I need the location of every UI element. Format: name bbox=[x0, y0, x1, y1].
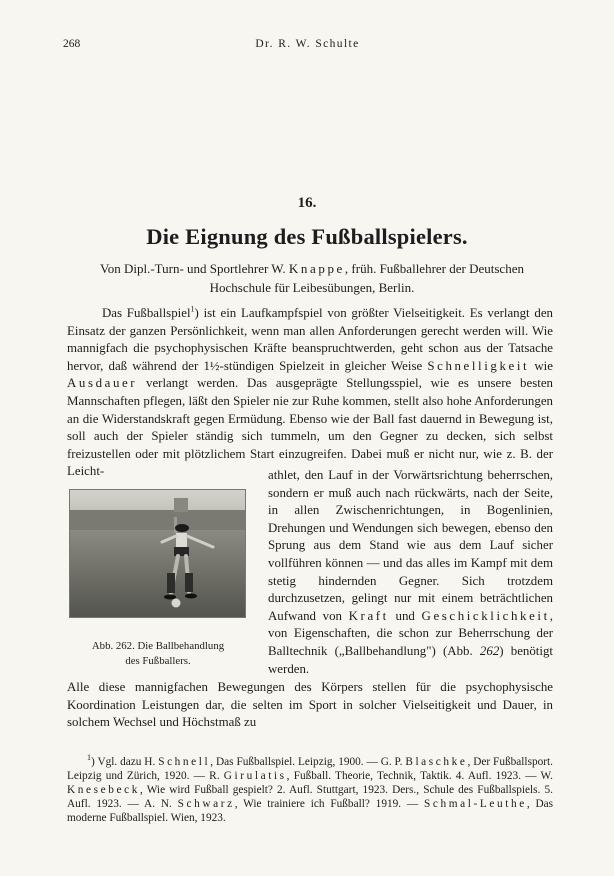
text-run: athlet, den Lauf in der Vorwärtsrichtung beherrschen, sondern er muß auch nach rückwärts, nach der Seite, in allen Zwischenrichtungen, in Bogenlinien, Drehungen und Wendungen sich bewegen, ebenso den Sprung aus dem Stand wie aus dem Lauf sicher vollführen können — und das alles im Kampf mit dem stetig hindernden Gegner. Sich trotzdem durchzusetzen, gelingt nur mit einem beträchtlichen Aufwand von bbox=[268, 468, 553, 623]
text-run: und bbox=[395, 608, 415, 623]
cited-author: Schnell bbox=[158, 756, 211, 768]
figure-caption bbox=[67, 639, 249, 669]
text-run: , Der Fußballsport. Leipzig und Zürich, 1920. — R. bbox=[67, 756, 553, 783]
photo-stands bbox=[70, 510, 245, 530]
text-run: wie bbox=[534, 358, 553, 373]
byline bbox=[70, 259, 554, 297]
emphasis-term: Kraft bbox=[348, 608, 389, 623]
football-ball bbox=[172, 599, 181, 608]
caption-line: des Fußballers. bbox=[125, 655, 191, 667]
text-run: ) benötigt werden. bbox=[268, 643, 553, 676]
figure-reference[interactable]: 262 bbox=[479, 643, 500, 658]
text-run: Das Fußballspiel bbox=[102, 306, 191, 320]
cited-author: Blaschke bbox=[405, 756, 468, 768]
emphasis-term: Ausdauer bbox=[67, 376, 138, 391]
byline-lead: Von Dipl.-Turn- und Sportlehrer W. bbox=[100, 261, 286, 276]
paragraph-intro bbox=[67, 305, 553, 481]
byline-name: Knappe bbox=[288, 261, 345, 276]
text-run: ) ist ein Laufkampfspiel von größter Vielseitigkeit. Es verlangt den Einsatz der ganzen Persönlichkeit, wenn man allen Anforderungen gerecht werden will. Wie mannigfach die psychophysischen Kräfte beanspruchtwerden, geht schon aus der Tatsache hervor, daß während der 1½-stündigen Spielzeit in gleicher Weise bbox=[67, 306, 553, 373]
footnote-number: 1 bbox=[87, 753, 91, 763]
cited-author: Knesebeck bbox=[67, 784, 140, 797]
text-run: , Wie trainiere ich Fußball? 1919. — bbox=[234, 798, 419, 811]
text-run: , Wie wird Fußball gespielt? 2. Aufl. Stuttgart, 1923. Ders., Schule des Fußballspiels. 5. Aufl. 1923. — A. N. bbox=[67, 784, 553, 811]
chapter-title: Die Eignung des Fußballspielers. bbox=[146, 224, 468, 249]
cited-author: Girulatis bbox=[223, 770, 287, 783]
emphasis-term: Geschicklichkeit bbox=[421, 608, 550, 623]
footnote bbox=[67, 755, 553, 825]
photo-pitch bbox=[70, 530, 245, 617]
footnote-marker[interactable]: 1 bbox=[190, 304, 195, 314]
emphasis-term: Schnelligkeit bbox=[427, 358, 530, 373]
cited-author: Schwarz bbox=[177, 798, 235, 811]
byline-rest: , früh. Fußballehrer der Deutschen Hochschule für Leibesübungen, Berlin. bbox=[209, 261, 524, 295]
text-run: , Das moderne Fußballspiel. Wien, 1923. bbox=[67, 798, 554, 825]
football-player-photo bbox=[70, 490, 245, 617]
running-head-author: Dr. R. W. Schulte bbox=[255, 38, 360, 50]
running-head bbox=[63, 38, 552, 54]
text-run: verlangt werden. Das ausgeprägte Stellungsspiel, wie es unsere besten Mannschaften pflegen, läßt den Spieler nie zur Ruhe kommen, stellt also hohe Anforderungen an die Widerstandskraft gegen Ermüdung. Ebenso wie der Ball fast dauernd in Bewegung ist, soll auch der Spieler ständig sich tummeln, um den Gegner zu decken, sich selbst freizustellen oder mit plötzlichem Start einzugreifen. Dabei muß er nicht nur, wie z. B. der Leicht- bbox=[67, 376, 553, 479]
text-run: , Das Fußballspiel. Leipzig, 1900. — G. P. bbox=[210, 756, 403, 768]
text-run: , Fußball. Theorie, Technik, Taktik. 4. Aufl. 1923. — W. bbox=[286, 770, 553, 783]
page-number: 268 bbox=[63, 38, 81, 50]
paragraph-continuation: Alle diese mannigfachen Bewegungen des Körpers stellen für die psychophysische Koordination Leistungen dar, die selten im Sport in solcher Vielseitigkeit und Dauer, in solchem Wechsel und Höchstmaß zu bbox=[67, 680, 553, 730]
text-run: ) Vgl. dazu H. bbox=[91, 756, 156, 768]
chapter-number: 16. bbox=[297, 195, 317, 211]
caption-line: Abb. 262. Die Ballbehandlung bbox=[91, 640, 225, 652]
cited-author: Schmal-Leuthe bbox=[424, 798, 527, 811]
text-run: , von Eigenschaften, die schon zur Beherrschung der Balltechnik („Ballbehandlung") (Abb. bbox=[268, 608, 553, 658]
paragraph-beside-figure bbox=[268, 467, 553, 678]
figure-photo bbox=[69, 489, 246, 618]
